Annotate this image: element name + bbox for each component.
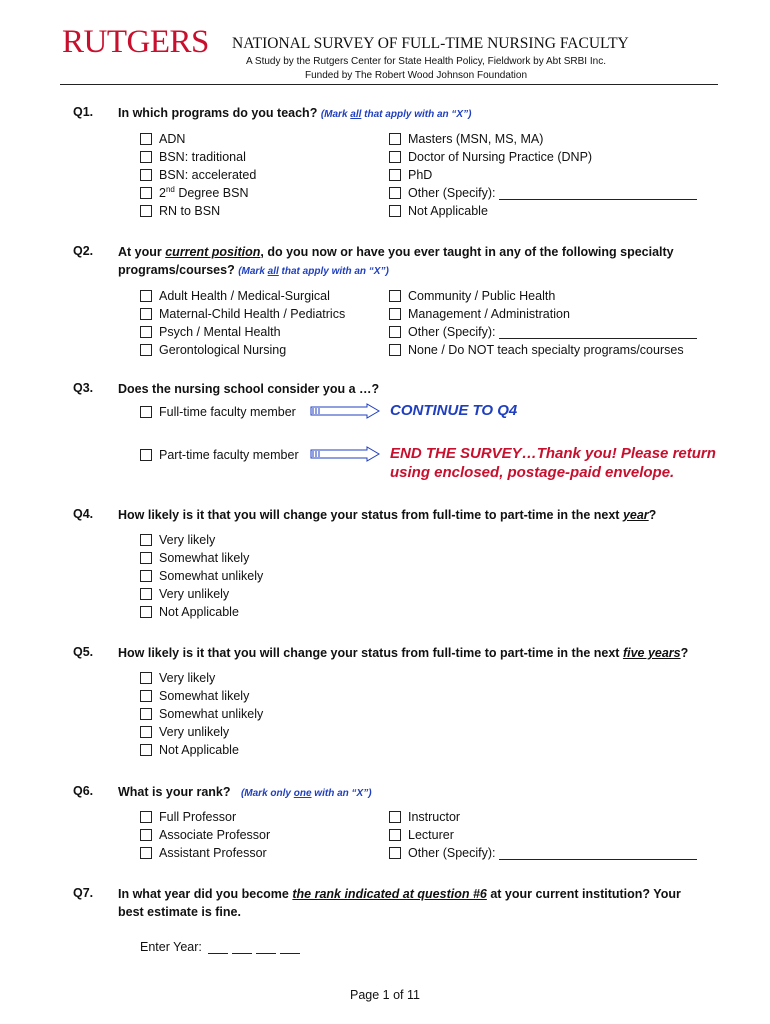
- specify-field[interactable]: [499, 847, 697, 860]
- year-digit-field[interactable]: [232, 941, 252, 954]
- checkbox[interactable]: [389, 326, 401, 338]
- specify-field[interactable]: [499, 326, 697, 339]
- q6-right-options: [389, 809, 697, 861]
- q1-option[interactable]: RN to BSN: [140, 203, 256, 219]
- q4-options: [140, 532, 263, 620]
- q6-option[interactable]: Assistant Professor: [140, 845, 270, 861]
- specify-field[interactable]: [499, 187, 697, 200]
- q1-option[interactable]: BSN: accelerated: [140, 167, 256, 183]
- q2-option[interactable]: Gerontological Nursing: [140, 342, 345, 358]
- header-divider: [60, 84, 718, 85]
- checkbox[interactable]: [140, 133, 152, 145]
- q2-option[interactable]: Maternal-Child Health / Pediatrics: [140, 306, 345, 322]
- q4-text: How likely is it that you will change your status from full-time to part-time in the next year?: [118, 508, 657, 522]
- q6-left-options: [140, 809, 270, 861]
- checkbox[interactable]: [140, 672, 152, 684]
- checkbox[interactable]: [140, 708, 152, 720]
- q1-option[interactable]: PhD: [389, 167, 697, 183]
- q4-option[interactable]: Not Applicable: [140, 604, 263, 620]
- q6-text: What is your rank? (Mark only one with an “X”): [118, 785, 372, 799]
- checkbox[interactable]: [389, 344, 401, 356]
- q2-option[interactable]: Community / Public Health: [389, 288, 697, 304]
- checkbox[interactable]: [389, 308, 401, 320]
- checkbox[interactable]: [389, 811, 401, 823]
- q2-right-options: [389, 288, 697, 358]
- q1-question: In which programs do you teach?: [118, 106, 318, 120]
- checkbox[interactable]: [140, 726, 152, 738]
- year-digit-field[interactable]: [280, 941, 300, 954]
- q1-option[interactable]: Not Applicable: [389, 203, 697, 219]
- q2-text: At your current position, do you now or have you ever taught in any of the following specialty programs/courses? (Mark all that apply with an “X”): [118, 245, 674, 277]
- q1-option[interactable]: Masters (MSN, MS, MA): [389, 131, 697, 147]
- checkbox[interactable]: [140, 290, 152, 302]
- checkbox[interactable]: [140, 744, 152, 756]
- q1-number: Q1.: [73, 105, 94, 119]
- q6-option[interactable]: Instructor: [389, 809, 697, 825]
- q6-option[interactable]: Associate Professor: [140, 827, 270, 843]
- logo-text: RUTGERS: [62, 24, 209, 60]
- q5-options: [140, 670, 263, 758]
- q4-option[interactable]: Somewhat unlikely: [140, 568, 263, 584]
- arrow-right-icon: [309, 446, 381, 465]
- checkbox[interactable]: [389, 187, 401, 199]
- q2-option[interactable]: Psych / Mental Health: [140, 324, 345, 340]
- q7-number: Q7.: [73, 886, 94, 900]
- q5-option[interactable]: Very unlikely: [140, 724, 263, 740]
- checkbox[interactable]: [140, 811, 152, 823]
- year-digit-field[interactable]: [208, 941, 228, 954]
- checkbox[interactable]: [389, 829, 401, 841]
- checkbox[interactable]: [389, 133, 401, 145]
- arrow-right-icon: [309, 403, 381, 422]
- checkbox[interactable]: [140, 326, 152, 338]
- q6-option-other[interactable]: Other (Specify):: [389, 845, 697, 861]
- checkbox[interactable]: [140, 205, 152, 217]
- q2-option[interactable]: None / Do NOT teach specialty programs/courses: [389, 342, 697, 358]
- q3-number: Q3.: [73, 381, 94, 395]
- q3-option-fulltime[interactable]: Full-time faculty member: [140, 404, 296, 420]
- q5-option[interactable]: Not Applicable: [140, 742, 263, 758]
- checkbox[interactable]: [140, 552, 152, 564]
- funding-line: Funded by The Robert Wood Johnson Foundation: [305, 70, 528, 81]
- q2-number: Q2.: [73, 244, 94, 258]
- q5-text: How likely is it that you will change your status from full-time to part-time in the next five years?: [118, 646, 689, 660]
- checkbox[interactable]: [140, 308, 152, 320]
- q2-left-options: [140, 288, 345, 358]
- q7-text: In what year did you become the rank indicated at question #6 at your current institution? Your best estimate is fine.: [118, 887, 681, 919]
- q5-option[interactable]: Very likely: [140, 670, 263, 686]
- end-survey-instruction: END THE SURVEY…Thank you! Please return using enclosed, postage-paid envelope.: [390, 445, 716, 481]
- checkbox[interactable]: [140, 534, 152, 546]
- q5-option[interactable]: Somewhat likely: [140, 688, 263, 704]
- checkbox[interactable]: [140, 151, 152, 163]
- checkbox[interactable]: [140, 690, 152, 702]
- q1-right-options: [389, 131, 697, 219]
- q5-number: Q5.: [73, 645, 94, 659]
- q6-number: Q6.: [73, 784, 94, 798]
- checkbox[interactable]: [140, 606, 152, 618]
- checkbox[interactable]: [140, 570, 152, 582]
- q2-instruction: (Mark all that apply with an “X”): [238, 266, 389, 277]
- q6-option[interactable]: Lecturer: [389, 827, 697, 843]
- enter-year-label: Enter Year:: [140, 940, 202, 954]
- q1-instruction: (Mark all that apply with an “X”): [320, 109, 472, 120]
- checkbox[interactable]: [389, 151, 401, 163]
- q1-left-options: [140, 131, 256, 219]
- q4-number: Q4.: [73, 507, 94, 521]
- q1-option[interactable]: 2nd Degree BSN: [140, 185, 256, 201]
- page-number: Page 1 of 11: [350, 988, 420, 1002]
- checkbox[interactable]: [389, 290, 401, 302]
- q6-option[interactable]: Full Professor: [140, 809, 270, 825]
- q1-option[interactable]: Doctor of Nursing Practice (DNP): [389, 149, 697, 165]
- q2-option-other[interactable]: Other (Specify):: [389, 324, 697, 340]
- year-digit-field[interactable]: [256, 941, 276, 954]
- survey-subtitle: A Study by the Rutgers Center for State Health Policy, Fieldwork by Abt SRBI Inc.: [246, 56, 606, 67]
- checkbox[interactable]: [140, 187, 152, 199]
- q3-text: Does the nursing school consider you a …?: [118, 382, 380, 396]
- checkbox[interactable]: [389, 205, 401, 217]
- continue-instruction: CONTINUE TO Q4: [390, 402, 518, 419]
- q1-text: [118, 104, 718, 124]
- q2-option[interactable]: Adult Health / Medical-Surgical: [140, 288, 345, 304]
- checkbox[interactable]: [140, 169, 152, 181]
- q1-option[interactable]: BSN: traditional: [140, 149, 256, 165]
- checkbox[interactable]: [389, 169, 401, 181]
- checkbox[interactable]: [140, 344, 152, 356]
- q1-option[interactable]: ADN: [140, 131, 256, 147]
- q2-option[interactable]: Management / Administration: [389, 306, 697, 322]
- checkbox[interactable]: [140, 588, 152, 600]
- survey-title: NATIONAL SURVEY OF FULL-TIME NURSING FACULTY: [232, 35, 629, 52]
- q4-option[interactable]: Somewhat likely: [140, 550, 263, 566]
- q3-option-parttime[interactable]: Part-time faculty member: [140, 447, 299, 463]
- checkbox[interactable]: [140, 847, 152, 859]
- checkbox[interactable]: [140, 829, 152, 841]
- q1-option-other[interactable]: Other (Specify):: [389, 185, 697, 201]
- checkbox[interactable]: [140, 449, 152, 461]
- q4-option[interactable]: Very unlikely: [140, 586, 263, 602]
- q5-option[interactable]: Somewhat unlikely: [140, 706, 263, 722]
- q6-instruction: (Mark only one with an “X”): [240, 788, 372, 799]
- q4-option[interactable]: Very likely: [140, 532, 263, 548]
- enter-year-row: [140, 940, 300, 954]
- checkbox[interactable]: [140, 406, 152, 418]
- checkbox[interactable]: [389, 847, 401, 859]
- rutgers-logo: [62, 26, 209, 59]
